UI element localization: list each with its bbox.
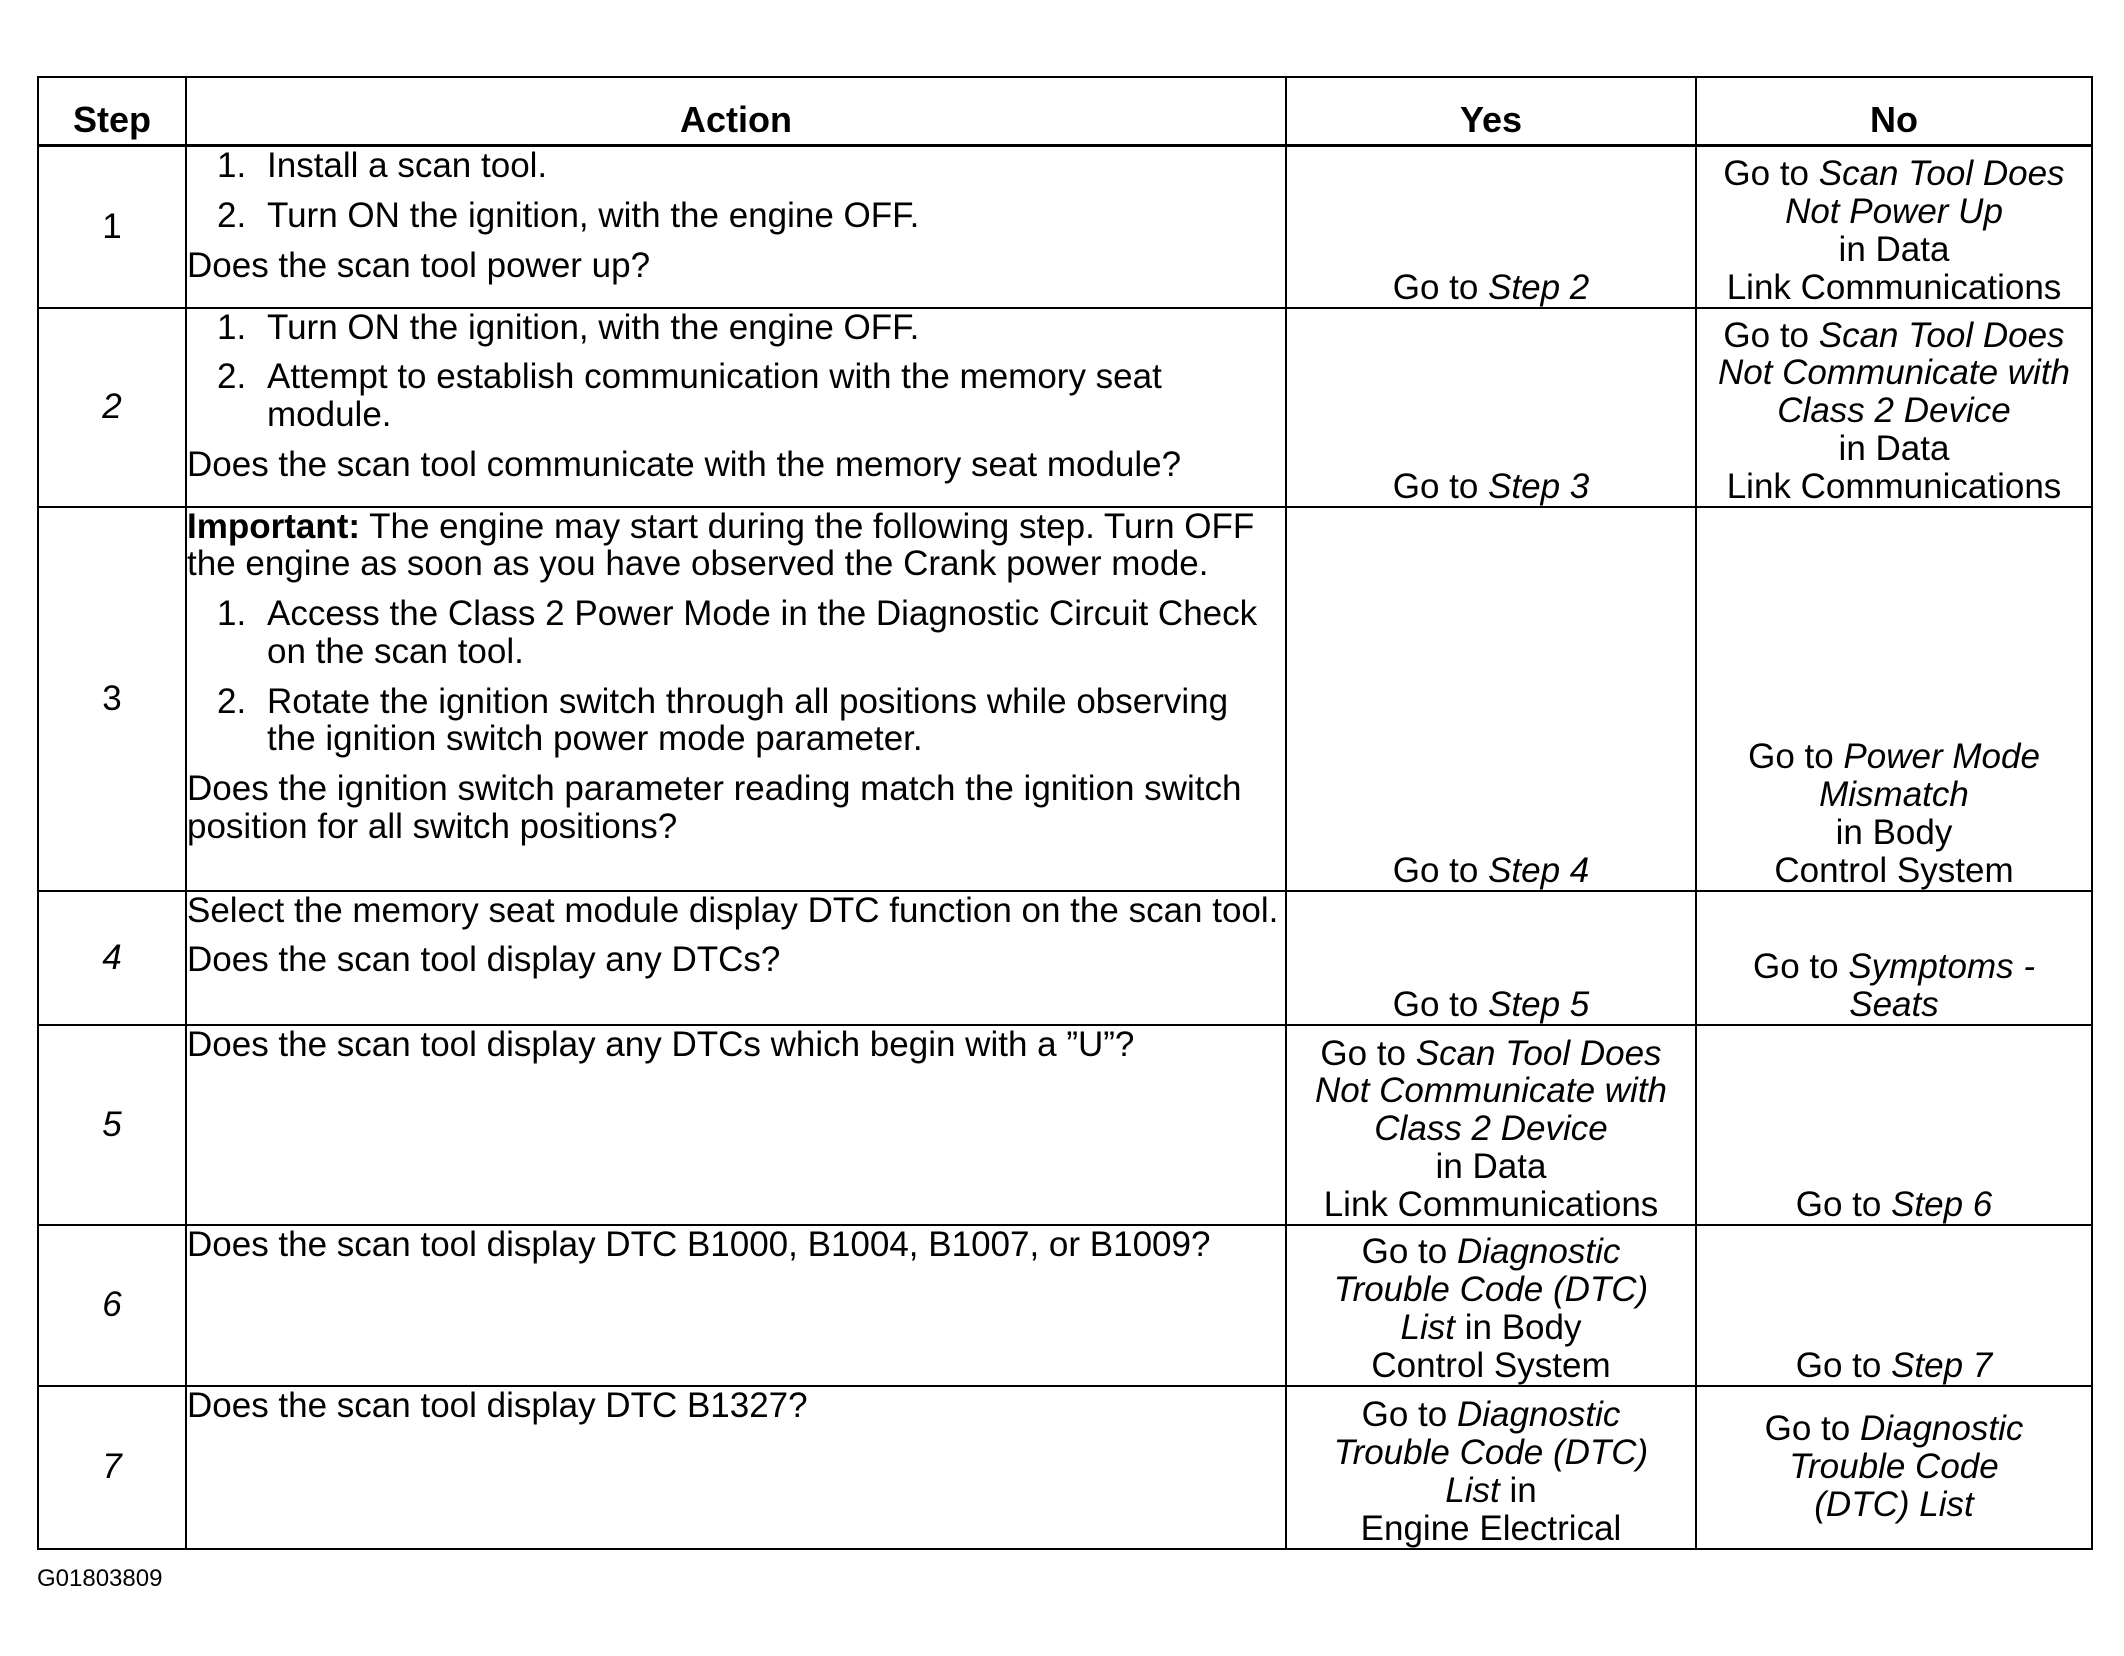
yes-result-cell: Go to Step 5 [1286, 891, 1696, 1025]
header-step: Step [38, 77, 186, 146]
step-link[interactable]: Step 5 [1488, 984, 1590, 1024]
no-result-cell: Go to Step 7 [1696, 1225, 2092, 1386]
action-cell [186, 146, 1286, 308]
list-item: 1. Turn ON the ignition, with the engine OFF. [217, 307, 920, 347]
action-cell [186, 1225, 1286, 1386]
action-list [187, 309, 1285, 434]
action-question: Does the scan tool display any DTCs? [187, 940, 781, 980]
list-item: 2. Rotate the ignition switch through all positions while observing the ignition switch power mode parameter. [217, 681, 1229, 759]
step-link[interactable]: Step 3 [1488, 466, 1590, 506]
procedure-link[interactable]: Scan Tool Does [1818, 154, 2065, 194]
step-number: 2 [102, 387, 122, 427]
procedure-link[interactable]: List [1400, 1307, 1455, 1347]
header-yes: Yes [1286, 77, 1696, 146]
step-number-cell [38, 1225, 186, 1386]
no-result-cell: Go to Symptoms - Seats [1696, 891, 2092, 1025]
procedure-link[interactable]: Class 2 Device [1777, 391, 2011, 431]
procedure-link[interactable]: Not Power Up [1785, 192, 2003, 232]
list-item-text: Rotate the ignition switch through all positions while observing the ignition switch power mode parameter. [267, 681, 1229, 759]
procedure-link[interactable]: Not Communicate with [1314, 1071, 1668, 1111]
list-item-text: Turn ON the ignition, with the engine OFF. [267, 307, 920, 347]
table-row [38, 1225, 2092, 1386]
diagnostic-table [37, 76, 2093, 1550]
step-number: 3 [102, 678, 122, 718]
no-result-cell: Go to Scan Tool Does Not Power Up in Data Link Communications [1696, 146, 2092, 308]
table-row [38, 1386, 2092, 1549]
action-cell [186, 891, 1286, 1025]
list-item: 1. Install a scan tool. [217, 146, 548, 185]
important-note [187, 508, 1285, 584]
yes-result-cell: Go to Scan Tool Does Not Communicate with Class 2 Device in Data Link Communications [1286, 1025, 1696, 1225]
figure-code: G01803809 [37, 1565, 163, 1592]
yes-result-cell: Go to Step 2 [1286, 146, 1696, 308]
step-number-cell [38, 507, 186, 891]
action-question: Does the scan tool display any DTCs which begin with a ”U”? [187, 1024, 1135, 1064]
step-number-cell [38, 1025, 186, 1225]
list-item-text: Access the Class 2 Power Mode in the Diagnostic Circuit Check on the scan tool. [267, 594, 1258, 671]
step-number-cell [38, 308, 186, 507]
no-result-cell: Go to Scan Tool Does Not Communicate with Class 2 Device in Data Link Communications [1696, 308, 2092, 507]
header-no: No [1696, 77, 2092, 146]
yes-result-cell: Go to Step 4 [1286, 507, 1696, 891]
procedure-link[interactable]: Symptoms - [1848, 946, 2036, 986]
procedure-link[interactable]: Diagnostic [1456, 1395, 1621, 1435]
step-number: 6 [102, 1285, 122, 1325]
action-list [187, 147, 1285, 235]
no-result-cell: Go to Power Mode Mismatch in Body Control System [1696, 507, 2092, 891]
list-item: 2. Attempt to establish communication with the memory seat module. [217, 357, 1162, 435]
procedure-link[interactable]: Not Communicate with [1717, 353, 2071, 393]
procedure-link[interactable]: List [1445, 1470, 1500, 1510]
step-link[interactable]: Step 4 [1488, 850, 1590, 890]
procedure-link[interactable]: Diagnostic [1456, 1232, 1621, 1272]
procedure-link[interactable]: Mismatch [1819, 775, 1969, 815]
list-item-text: Turn ON the ignition, with the engine OFF. [267, 195, 920, 235]
important-text: The engine may start during the following step. Turn OFF the engine as soon as you have observed the Crank power mode. [187, 506, 1255, 584]
yes-result-cell: Go to Diagnostic Trouble Code (DTC) List in Body Control System [1286, 1225, 1696, 1386]
step-number: 7 [102, 1447, 122, 1487]
yes-result-cell: Go to Diagnostic Trouble Code (DTC) List in Engine Electrical [1286, 1386, 1696, 1549]
header-row [38, 77, 2092, 146]
procedure-link[interactable]: Seats [1849, 984, 1939, 1024]
table-row [38, 891, 2092, 1025]
step-number-cell [38, 891, 186, 1025]
no-result-cell: Go to Diagnostic Trouble Code (DTC) List [1696, 1386, 2092, 1549]
procedure-link[interactable]: Diagnostic [1859, 1409, 2024, 1449]
list-item: 2. Turn ON the ignition, with the engine OFF. [217, 195, 920, 235]
action-text: Select the memory seat module display DTC function on the scan tool. [187, 890, 1279, 930]
step-link[interactable]: Step 7 [1891, 1345, 1993, 1385]
action-question: Does the scan tool power up? [187, 245, 651, 285]
table-row [38, 146, 2092, 308]
procedure-link[interactable]: Power Mode [1843, 737, 2040, 777]
procedure-link[interactable]: Trouble Code (DTC) [1333, 1433, 1649, 1473]
step-number: 1 [102, 206, 122, 246]
step-link[interactable]: Step 2 [1488, 267, 1590, 307]
action-question: Does the ignition switch parameter reading match the ignition switch position for all switch positions? [187, 769, 1242, 847]
step-number: 4 [102, 937, 122, 977]
list-item-text: Install a scan tool. [267, 146, 548, 185]
procedure-link[interactable]: (DTC) List [1814, 1484, 1974, 1524]
action-cell [186, 1386, 1286, 1549]
list-item: 1. Access the Class 2 Power Mode in the Diagnostic Circuit Check on the scan tool. [217, 594, 1258, 671]
step-number-cell [38, 146, 186, 308]
step-number: 5 [102, 1104, 122, 1144]
header-action: Action [186, 77, 1286, 146]
table-row [38, 308, 2092, 507]
table-row [38, 507, 2092, 891]
action-question: Does the scan tool display DTC B1327? [187, 1385, 808, 1425]
important-label: Important: [187, 506, 361, 546]
procedure-link[interactable]: Trouble Code [1789, 1447, 1999, 1487]
table-row [38, 1025, 2092, 1225]
action-question: Does the scan tool display DTC B1000, B1004, B1007, or B1009? [187, 1224, 1211, 1264]
action-cell [186, 308, 1286, 507]
action-cell [186, 507, 1286, 891]
procedure-link[interactable]: Scan Tool Does [1818, 315, 2065, 355]
list-item-text: Attempt to establish communication with the memory seat module. [267, 357, 1162, 435]
procedure-link[interactable]: Scan Tool Does [1415, 1033, 1662, 1073]
step-link[interactable]: Step 6 [1891, 1184, 1993, 1224]
no-result-cell: Go to Step 6 [1696, 1025, 2092, 1225]
procedure-link[interactable]: Class 2 Device [1374, 1109, 1608, 1149]
action-question: Does the scan tool communicate with the memory seat module? [187, 444, 1182, 484]
yes-result-cell: Go to Step 3 [1286, 308, 1696, 507]
action-list [187, 595, 1285, 758]
action-cell [186, 1025, 1286, 1225]
step-number-cell [38, 1386, 186, 1549]
procedure-link[interactable]: Trouble Code (DTC) [1333, 1270, 1649, 1310]
